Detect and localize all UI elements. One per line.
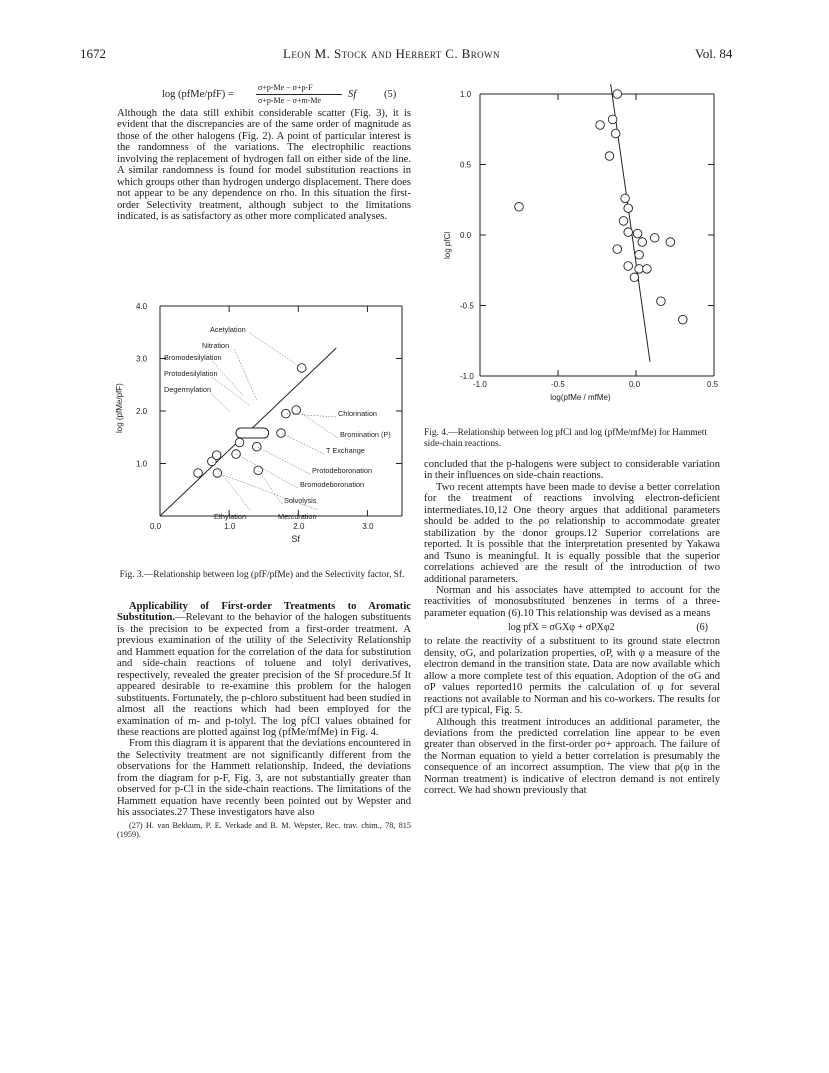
figure-4-caption: Fig. 4.—Relationship between log pfCl and log (pfMe/mfMe) for Hammett side-chain reactions.	[424, 428, 708, 449]
fig3-annotation-label: Nitration	[202, 341, 230, 350]
fig3-x-tick-label: 2.0	[293, 522, 305, 531]
fig3-leader-line	[234, 349, 256, 401]
fig4-y-tick-label: 0.0	[460, 231, 472, 240]
fig4-data-point	[611, 129, 620, 138]
fig3-x-tick-label: 3.0	[362, 522, 374, 531]
fig4-data-point	[621, 194, 630, 203]
fig4-data-point	[624, 228, 633, 237]
right-para5-text: Although this treatment introduces an additional parameter, the deviations from the predicted correlation line appear to be even greater than observed in the first-order ρσ+ approach. The failure of the Norman equation to yield a better correlation is presumably the consequence of an incorrect assumption. The view that ρ(φ in the Norman treatment) is indicative of electron demand is not entirely correct. We had shown previously that	[424, 716, 720, 797]
fig3-y-tick-label: 3.0	[136, 354, 148, 364]
right-para2-text: Two recent attempts have been made to devise a better correlation for the treatment of reactions involving electron-deficient intermediates.10,12 One theory argues that additional parameters should be added to the ρσ relationship to accommodate greater stabilization by the donor groups.12 Superior correlations are reported. It is possible that the interpretation presented by Yakawa and Tsuno is meaningful. It is equally possible that the superior correlations achieved are the result of the introduction of two additional parameters.	[424, 481, 720, 585]
fig3-leader-line	[286, 414, 336, 417]
right-para3-text: Norman and his associates have attempted to account for the reactivities of monosubstituted benzenes in terms of a three-parameter equation (6).10 This relationship was devised as a means	[424, 584, 720, 619]
fig3-leader-line	[281, 433, 324, 454]
fig3-data-point	[297, 364, 306, 373]
fig3-annotation-label: Protodesilylation	[164, 369, 218, 378]
fig3-annotation-label: Mercuration	[278, 512, 317, 521]
figure-3-caption: Fig. 3.—Relationship between log (pfF/pfMe) and the Selectivity factor, Sf.	[119, 570, 405, 580]
fig3-y-tick-label: 1.0	[136, 459, 148, 469]
fig4-data-point	[608, 115, 617, 124]
fig3-data-point	[194, 469, 203, 478]
fig4-data-point	[624, 262, 633, 271]
fig4-y-tick-label: 1.0	[460, 90, 472, 99]
fig3-data-point	[253, 442, 262, 451]
fig3-y-tick-label: 4.0	[136, 302, 148, 311]
fig4-data-point	[613, 245, 622, 254]
fig4-data-point	[638, 238, 647, 247]
equation-6	[424, 619, 720, 636]
fig4-y-tick-label: -1.0	[460, 372, 474, 381]
equation-5-number: (5)	[384, 89, 397, 100]
fig4-data-point	[613, 90, 622, 99]
fig4-data-point	[630, 273, 639, 282]
fig3-annotation-label: Bromodeboronation	[300, 480, 365, 489]
fig4-data-point	[635, 265, 644, 274]
equation-5-denominator: σ+p-Me − σ+m-Me	[258, 96, 322, 105]
fig3-leader-line	[258, 470, 282, 504]
equation-5-lhs: log (pfMe/pfF) =	[162, 89, 234, 100]
fig3-leader-line	[257, 447, 310, 474]
equation-6-number: (6)	[696, 622, 708, 634]
volume-label: Vol. 84	[695, 46, 733, 61]
fig3-annotation-label: T Exchange	[326, 446, 365, 455]
fig4-data-point	[619, 217, 628, 226]
fig4-y-tick-label: -0.5	[460, 301, 474, 311]
figure-3-axes	[115, 302, 402, 544]
equation-5	[162, 83, 402, 109]
left-para3-text: From this diagram it is apparent that the deviations encountered in the Selectivity treatment are not significantly different from the observations for the Hammett relationship. Indeed, the deviations from the diagram for p-F, Fig. 3, are not substantially greater than observed for p-Cl in the side-chain reactions. The limitations of the Hammett equation have recently been pointed out by Wepster and his associates.27 These investigators have also	[117, 738, 411, 819]
fig4-data-point	[633, 229, 642, 238]
fig3-leader-line	[211, 393, 229, 411]
fig3-leader-line	[212, 361, 243, 395]
fig3-y-label: log (pfMe/pfF)	[115, 383, 124, 433]
fig3-x-label: Sf	[291, 534, 300, 544]
fig4-regression-line	[609, 84, 650, 362]
fig3-annotation-label: Degermylation	[164, 385, 212, 394]
fig4-data-point	[635, 250, 644, 259]
fig3-data-point	[277, 429, 286, 438]
fig3-leader-line	[217, 473, 317, 510]
fig3-leader-line	[212, 377, 250, 406]
left-para1-text: Although the data still exhibit considerable scatter (Fig. 3), it is evident that the discrepancies are of the same order of magnitude as those of the other halogens (Fig. 2). A point of particular interest is the randomness of the variations. The electrophilic reactions involving the replacement of hydrogen fall on either side of the line. A similar randomness is found for model substitution reactions in which groups other than hydrogen undergo displacement. There does not appear to be any dependence on rho. In this situation the first-order Selectivity treatment, although subject to the limitations indicated, is as satisfactory as other more complicated analyses.	[117, 108, 411, 223]
fig4-data-point	[624, 204, 633, 213]
fig4-data-point	[679, 315, 688, 324]
fig3-x-tick-label: 1.0	[224, 522, 236, 531]
left-section	[117, 601, 411, 840]
fig4-x-tick-label: -1.0	[473, 380, 487, 389]
fig3-data-point	[292, 406, 301, 415]
fig3-annotation-label: Chlorination	[338, 409, 377, 418]
fig4-data-point	[666, 238, 675, 247]
footnote-27: (27) H. van Bekkum, P. E. Verkade and B. M. Wepster, Rec. trav. chim., 78, 815 (1959).	[117, 820, 411, 840]
fig3-data-point	[212, 451, 221, 460]
fig4-y-label: log pfCl	[443, 231, 452, 259]
fig3-leader-line	[236, 454, 298, 488]
fig4-data-point	[605, 152, 614, 161]
fig3-x-tick-label: 0.0	[150, 522, 162, 531]
left-para2-text: —Relevant to the behavior of the halogen substituents is the precision to be expected from a first-order treatment. A previous examination of the utility of the Selectivity Relationship and Hammett equation for the correlation of the data for substitution and side-chain reactions of toluene and tolyl derivatives, respectively, revealed the greater precision of the Sf procedure.5f It appeared desirable to re-examine this problem for the halogen substituents. Fortunately, the p-chloro substituent had been studied in almost all the reactions which had been employed for the examination of m- and p-tolyl. The log pfCl values obtained for these reactions are plotted against log (pfMe/mfMe) in Fig. 4.	[117, 612, 411, 738]
fig4-y-tick-label: 0.5	[460, 160, 472, 170]
right-para1-text: concluded that the p-halogens were subject to considerable variation in their influences on side-chain reactions.	[424, 459, 720, 482]
fig3-annotation-label: Ethylation	[214, 512, 247, 521]
fig4-data-point	[650, 234, 659, 243]
page-number: 1672	[80, 46, 106, 61]
fig4-data-point	[643, 265, 652, 274]
fig4-x-tick-label: 0.0	[629, 380, 641, 389]
fig3-annotation-label: Bromodesilylation	[164, 353, 222, 362]
running-head-authors: Leon M. Stock and Herbert C. Brown	[283, 46, 500, 61]
fig3-y-tick-label: 2.0	[136, 407, 148, 416]
right-para4-text: to relate the reactivity of a substituent to its ground state electron density, σG, and polarization properties, σP, with φ a measure of the electron demand in the transition state. Data are now available which allow a more complete test of this equation. Adoption of the σG and σP values reported10 permits the calculation of φ for several reactions not available to Norman and his co-workers. The results for pfCl are typical, Fig. 5.	[424, 636, 720, 717]
fig3-leader-line	[250, 333, 302, 368]
fig4-x-label: log(pfMe / mfMe)	[550, 393, 611, 402]
fig3-range-bar	[236, 428, 269, 438]
fig3-leader-line	[296, 410, 338, 438]
fig3-annotation-label: Acetylation	[210, 325, 246, 334]
fig3-annotation-label: Solvolysis	[284, 496, 317, 505]
figure-3-plot	[112, 298, 412, 563]
fig4-x-tick-label: -0.5	[551, 380, 565, 389]
fig3-annotation-label: Bromination (P)	[340, 430, 391, 439]
equation-5-term: Sf	[348, 89, 357, 100]
fig3-data-point	[232, 450, 241, 459]
fig3-data-point	[254, 466, 263, 475]
fig3-data-point	[235, 438, 244, 447]
fig4-data-point	[515, 203, 524, 212]
fig4-x-tick-label: 0.5	[707, 380, 719, 389]
right-column	[424, 459, 720, 797]
figure-4-plot	[424, 84, 724, 424]
fig3-annotation-label: Protodeboronation	[312, 466, 373, 475]
section-heading: Applicability of First-order Treatments to Aromatic Substitution.	[117, 601, 411, 624]
equation-6-body: log pfX = σGXφ + σPXφ2	[508, 622, 615, 634]
figure-4-axes	[443, 84, 719, 402]
left-paragraph-1	[117, 108, 411, 223]
fig4-data-point	[596, 121, 605, 130]
fig3-data-point	[213, 469, 222, 478]
fig4-data-point	[657, 297, 666, 306]
equation-5-numerator: σ+p-Me − σ+p-F	[258, 83, 313, 92]
